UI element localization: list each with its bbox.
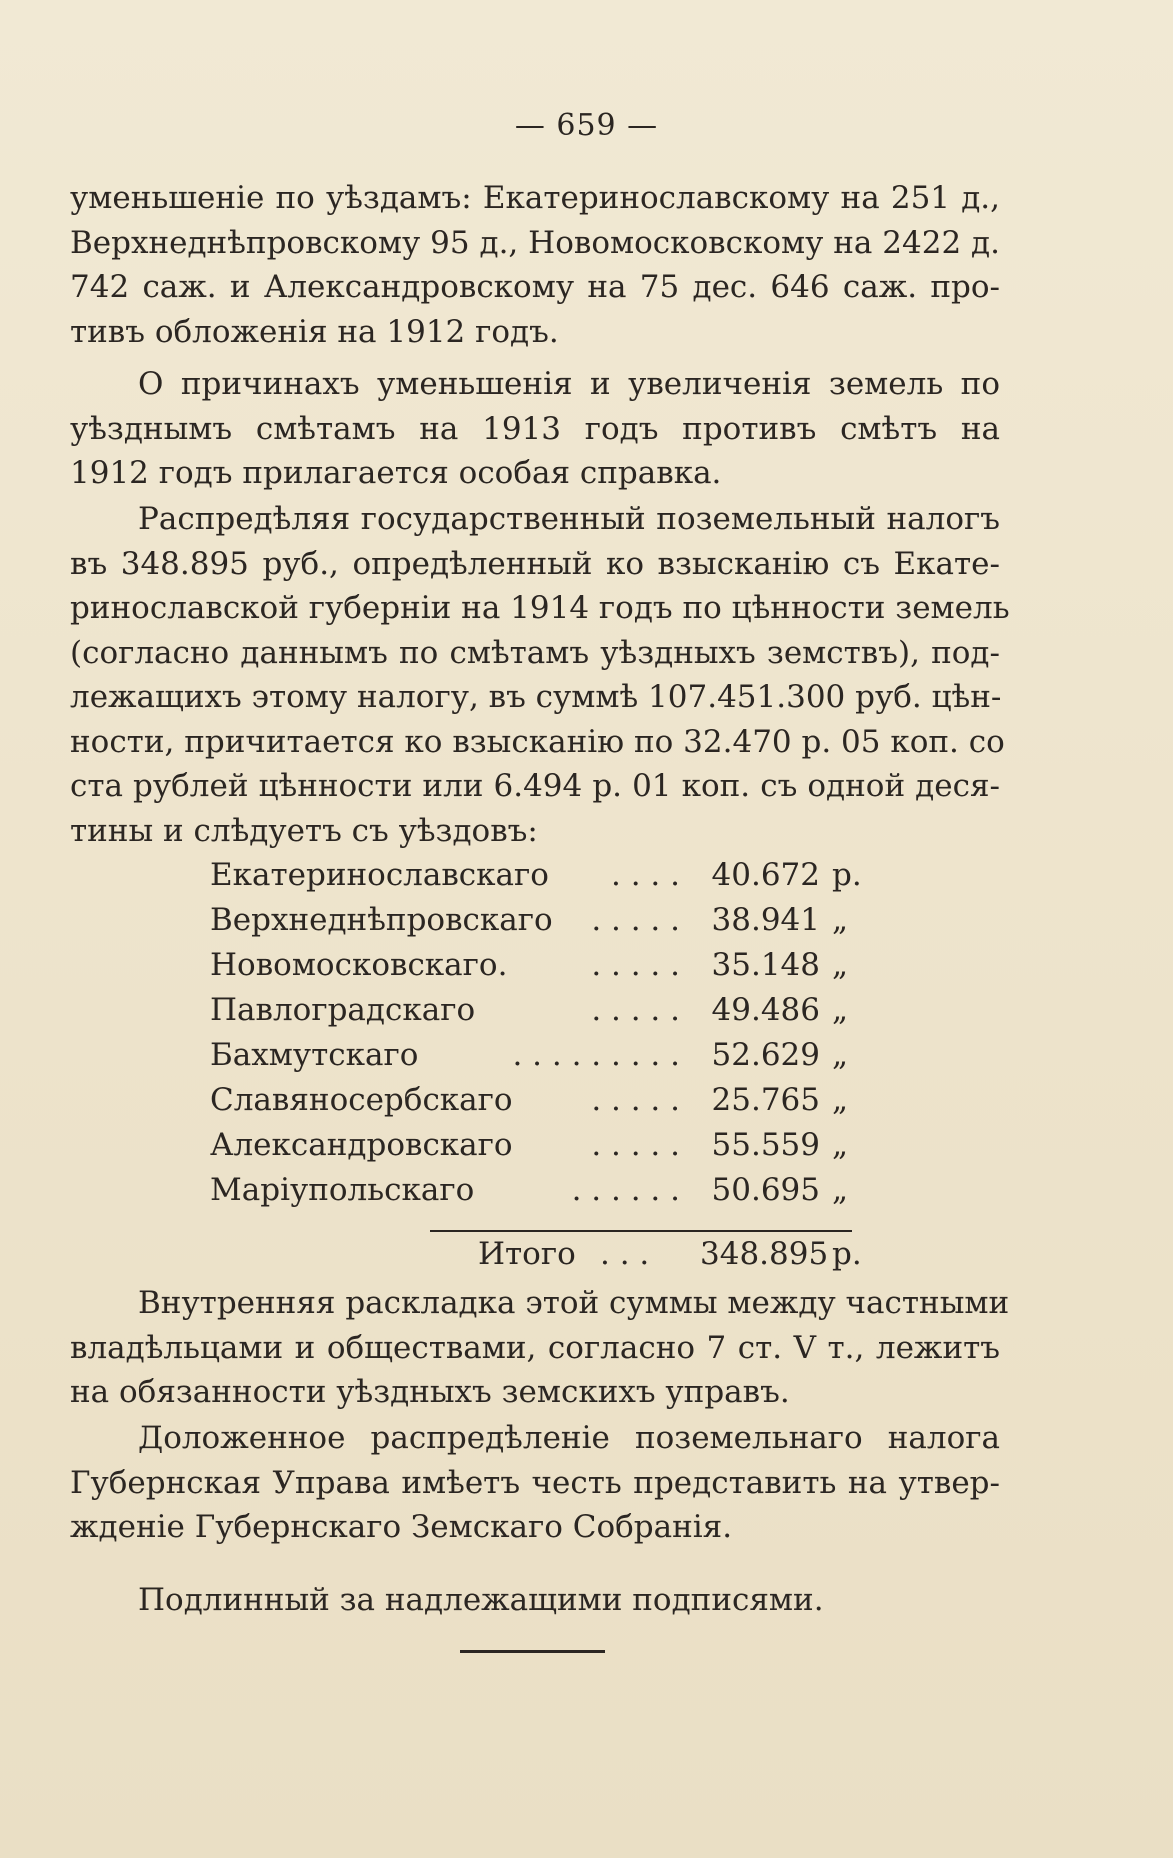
amount-unit: р. <box>832 857 862 893</box>
text-line: жденіе Губернскаго Земскаго Собранія. <box>70 1509 733 1545</box>
amount-unit: „ <box>832 902 849 938</box>
paragraph-5 <box>70 1416 1000 1550</box>
leader-dots: . . . . . <box>591 1082 680 1118</box>
text-line: ности, причитается ко взысканію по 32.470 р. 05 коп. со <box>70 723 1005 760</box>
leader-dots: . . . . . . <box>571 1172 680 1208</box>
amount-unit: „ <box>832 1037 849 1073</box>
text-line: Губернская Управа имѣетъ честь представить на утвер- <box>70 1464 1000 1501</box>
table-row <box>210 1037 860 1082</box>
district-name: Александровскаго <box>210 1127 513 1163</box>
leader-dots: . . . <box>600 1236 650 1272</box>
text-line: на обязанности уѣздныхъ земскихъ управъ. <box>70 1374 790 1410</box>
leader-dots: . . . . . . . . . <box>512 1037 680 1073</box>
district-amount: 25.765 <box>711 1082 820 1118</box>
text-line: О причинахъ уменьшенія и увеличенія земель по <box>138 366 1000 402</box>
text-line: 742 саж. и Александровскому на 75 дес. 646 саж. про- <box>70 269 1000 305</box>
text-line: ринославской губерніи на 1914 годъ по цѣнности земель <box>70 590 1010 626</box>
amount-unit: „ <box>832 947 849 983</box>
text-line: въ 348.895 руб., опредѣленный ко взысканію съ Екате- <box>70 545 1000 582</box>
district-amount: 35.148 <box>711 947 820 983</box>
amount-unit: „ <box>832 1127 849 1163</box>
paragraph-4 <box>70 1281 1010 1415</box>
district-name: Павлоградскаго <box>210 992 476 1028</box>
total-rule <box>430 1230 852 1232</box>
district-tax-table <box>210 857 860 1217</box>
signature-note-block <box>70 1578 1000 1623</box>
text-line: лежащихъ этому налогу, въ суммѣ 107.451.300 руб. цѣн- <box>70 679 1002 715</box>
district-amount: 49.486 <box>711 992 820 1028</box>
leader-dots: . . . . . <box>591 947 680 983</box>
page-number: — 659 — <box>514 108 659 143</box>
table-row <box>210 947 860 992</box>
text-line: уѣзднымъ смѣтамъ на 1913 годъ противъ смѣтъ на <box>70 410 1000 447</box>
table-row <box>210 902 860 947</box>
text-line: 1912 годъ прилагается особая справка. <box>70 455 722 491</box>
amount-unit: „ <box>832 1082 849 1118</box>
district-name: Новомосковскаго. <box>210 947 508 983</box>
table-row <box>210 992 860 1037</box>
table-row <box>210 1127 860 1172</box>
amount-unit: р. <box>832 1236 862 1272</box>
table-row <box>210 1082 860 1127</box>
leader-dots: . . . . <box>611 857 680 893</box>
text-line: Внутренняя раскладка этой суммы между частными <box>138 1285 1010 1321</box>
district-name: Славяносербскаго <box>210 1082 513 1118</box>
total-amount: 348.895 <box>700 1236 829 1272</box>
text-line: тивъ обложенія на 1912 годъ. <box>70 313 559 350</box>
district-amount: 55.559 <box>711 1127 820 1163</box>
table-row <box>210 1172 860 1217</box>
text-line: тины и слѣдуетъ съ уѣздовъ: <box>70 812 538 849</box>
amount-unit: „ <box>832 992 849 1028</box>
amount-unit: „ <box>832 1172 849 1208</box>
text-line: Верхнеднѣпровскому 95 д., Новомосковскому на 2422 д. <box>70 224 1000 261</box>
district-name: Екатеринославскаго <box>210 857 549 893</box>
total-row <box>0 1236 1173 1281</box>
text-line: владѣльцами и обществами, согласно 7 ст. V т., лежитъ <box>70 1329 1000 1366</box>
end-rule <box>460 1650 605 1653</box>
text-line: Доложенное распредѣленіе поземельнаго налога <box>138 1420 1000 1456</box>
paragraph-3 <box>70 497 1010 853</box>
district-name: Верхнеднѣпровскаго <box>210 902 553 938</box>
district-amount: 38.941 <box>711 902 820 938</box>
total-label: Итого <box>478 1236 576 1272</box>
paragraph-1 <box>70 176 1000 354</box>
leader-dots: . . . . . <box>591 902 680 938</box>
text-line: ста рублей цѣнности или 6.494 р. 01 коп. съ одной деся- <box>70 768 1000 804</box>
district-name: Маріупольскаго <box>210 1172 475 1208</box>
signature-note: Подлинный за надлежащими подписями. <box>138 1582 824 1618</box>
district-name: Бахмутскаго <box>210 1037 419 1073</box>
district-amount: 52.629 <box>711 1037 820 1073</box>
text-line: (согласно даннымъ по смѣтамъ уѣздныхъ земствъ), под- <box>70 634 1000 671</box>
district-amount: 40.672 <box>711 857 820 893</box>
paragraph-2 <box>70 362 1000 496</box>
table-row <box>210 857 860 902</box>
leader-dots: . . . . . <box>591 992 680 1028</box>
district-amount: 50.695 <box>711 1172 820 1208</box>
text-line: Распредѣляя государственный поземельный налогъ <box>138 501 1000 537</box>
text-line: уменьшеніе по уѣздамъ: Екатеринославскому на 251 д., <box>70 180 1000 216</box>
leader-dots: . . . . . <box>591 1127 680 1163</box>
